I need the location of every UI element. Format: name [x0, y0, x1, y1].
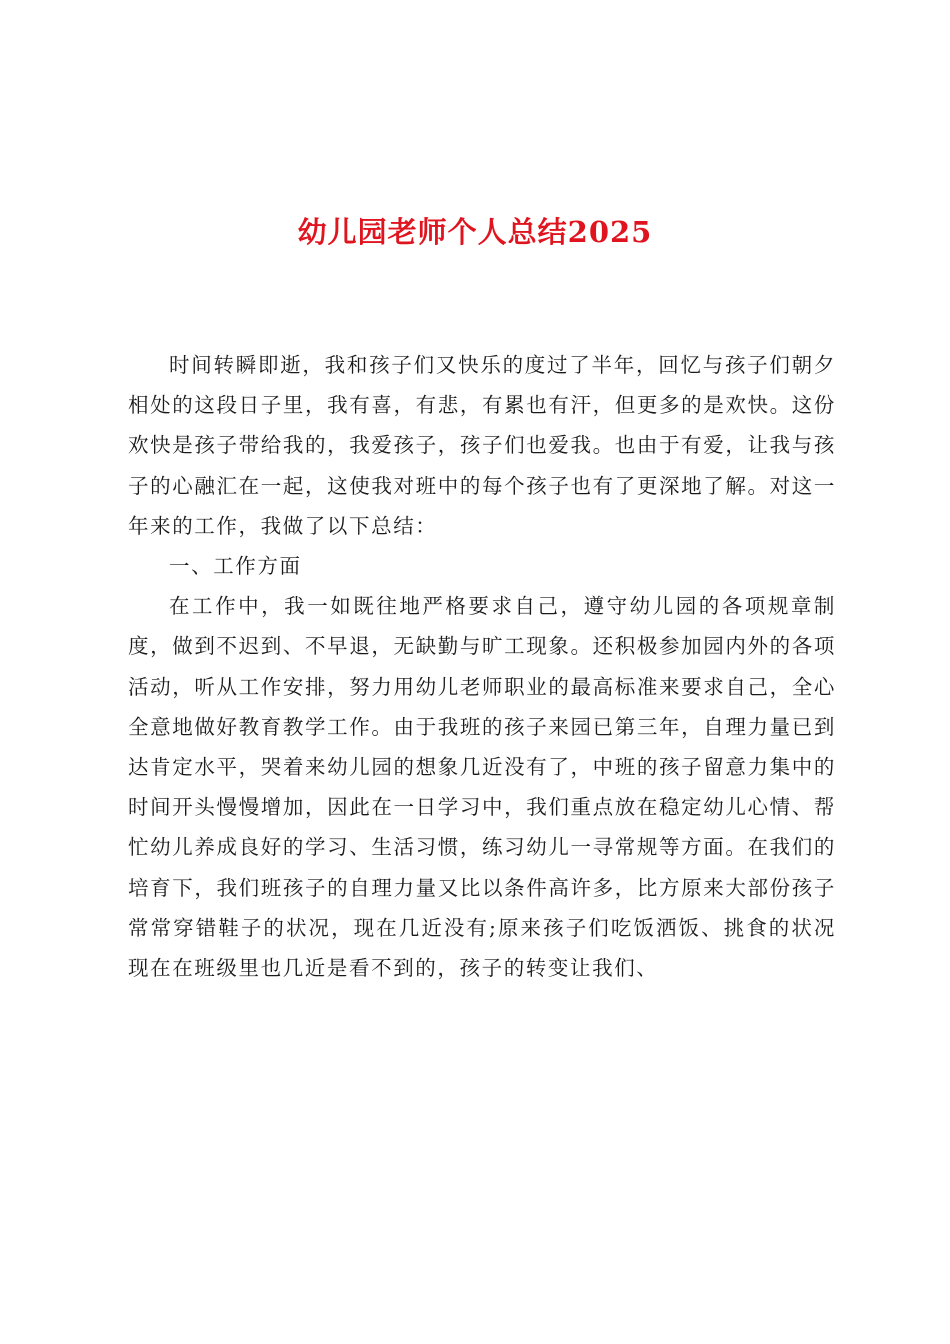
intro-paragraph: 时间转瞬即逝，我和孩子们又快乐的度过了半年，回忆与孩子们朝夕相处的这段日子里，我有喜，有悲，有累也有汗，但更多的是欢快。这份欢快是孩子带给我的，我爱孩子，孩子们也爱我。也由于有爱，让我与孩子的心融汇在一起，这使我对班中的每个孩子也有了更深地了解。对这一年来的工作，我做了以下总结： — [128, 353, 836, 538]
document-title: 幼儿园老师个人总结2025 — [297, 215, 653, 249]
section-heading: 一、工作方面 — [169, 554, 302, 579]
document-body — [128, 345, 836, 988]
work-paragraph: 在工作中，我一如既往地严格要求自己，遵守幼儿园的各项规章制度，做到不迟到、不早退，无缺勤与旷工现象。还积极参加园内外的各项活动，听从工作安排，努力用幼儿老师职业的最高标准来要求自己，全心全意地做好教育教学工作。由于我班的孩子来园已第三年，自理力量已到达肯定水平，哭着来幼儿园的想象几近没有了，中班的孩子留意力集中的时间开头慢慢增加，因此在一日学习中，我们重点放在稳定幼儿心情、帮忙幼儿养成良好的学习、生活习惯，练习幼儿一寻常规等方面。在我们的培育下，我们班孩子的自理力量又比以条件高许多，比方原来大部份孩子常常穿错鞋子的状况，现在几近没有;原来孩子们吃饭洒饭、挑食的状况现在在班级里也几近是看不到的，孩子的转变让我们、 — [128, 594, 836, 981]
